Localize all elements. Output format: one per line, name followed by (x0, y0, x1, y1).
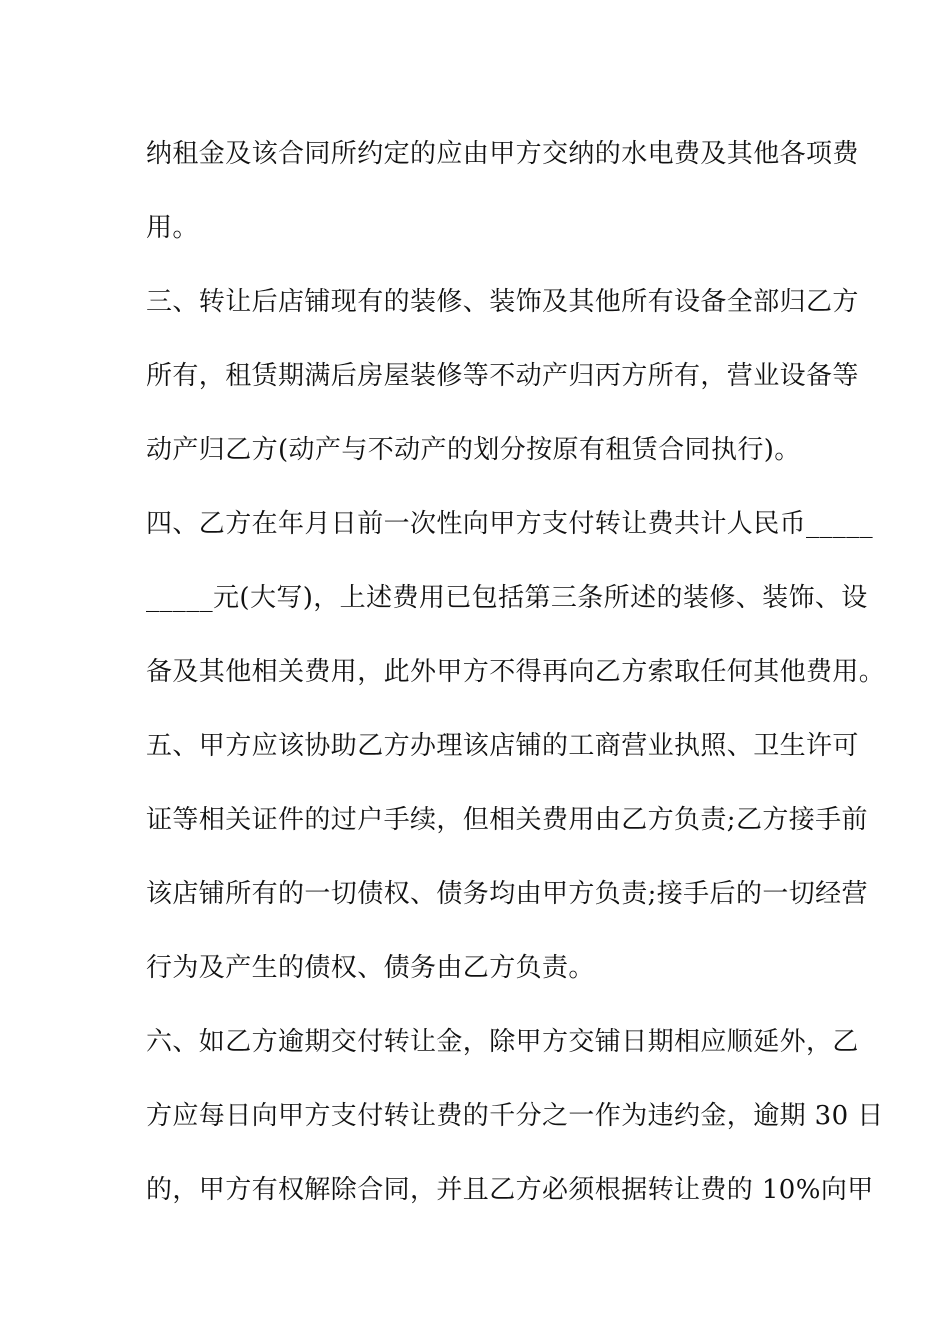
text-line: 三、转让后店铺现有的装修、装饰及其他所有设备全部归乙方 (146, 287, 859, 317)
contract-text (146, 130, 886, 1240)
text-line: 证等相关证件的过户手续，但相关费用由乙方负责;乙方接手前 (146, 805, 868, 835)
text-line: 六、如乙方逾期交付转让金，除甲方交铺日期相应顺延外，乙 (146, 1027, 859, 1057)
text-line: 五、甲方应该协助乙方办理该店铺的工商营业执照、卫生许可 (146, 731, 859, 761)
text-line: 的，甲方有权解除合同，并且乙方必须根据转让费的 10%向甲 (146, 1175, 874, 1205)
text-line: 动产归乙方(动产与不动产的划分按原有租赁合同执行)。 (146, 435, 801, 465)
text-line: 行为及产生的债权、债务由乙方负责。 (146, 953, 595, 983)
text-line: 所有，租赁期满后房屋装修等不动产归丙方所有，营业设备等 (146, 361, 859, 391)
text-line: 纳租金及该合同所约定的应由甲方交纳的水电费及其他各项费 (146, 139, 859, 169)
text-line: 备及其他相关费用，此外甲方不得再向乙方索取任何其他费用。 (146, 657, 886, 687)
text-line: _____元(大写)，上述费用已包括第三条所述的装修、装饰、设 (146, 583, 868, 613)
text-line: 用。 (146, 213, 199, 243)
text-line: 方应每日向甲方支付转让费的千分之一作为违约金，逾期 30 日 (146, 1101, 884, 1131)
text-line: 四、乙方在年月日前一次性向甲方支付转让费共计人民币_____ (146, 509, 874, 539)
text-line: 该店铺所有的一切债权、债务均由甲方负责;接手后的一切经营 (146, 879, 868, 909)
